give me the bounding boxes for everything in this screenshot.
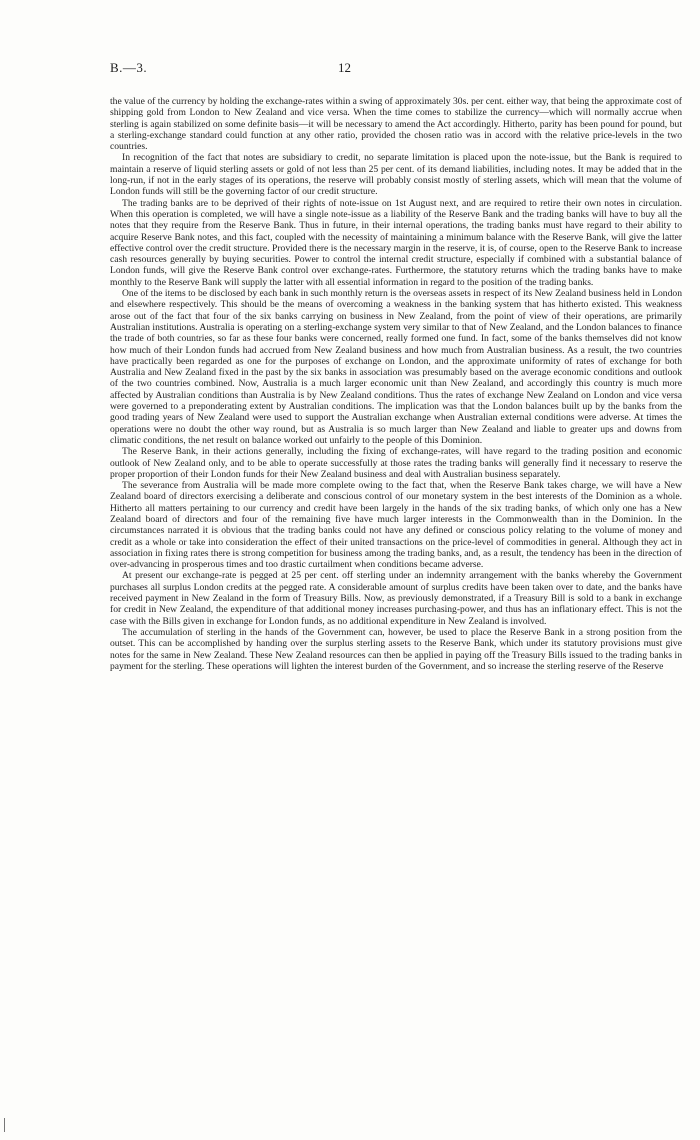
page-number: 12 [338, 60, 351, 75]
paragraph: In recognition of the fact that notes are subsidiary to credit, no separate limitation is placed upon the note-issue, but the Bank is required to maintain a reserve of liquid sterling assets or gold of not less than 25 per cent. of its demand liabilities, including notes. It may be added that in the long-run, if not in the early stages of its operations, the reserve will probably consist mostly of sterling assets, which will mean that the volume of London funds will still be the governing factor of our credit structure. [110, 152, 682, 198]
paragraph: The accumulation of sterling in the hands of the Government can, however, be used to place the Reserve Bank in a strong position from the outset. This can be accomplished by handing over the surplus sterling assets to the Reserve Bank, which under its statutory provisions must give notes for the same in New Zealand. These New Zealand resources can then be applied in paying off the Treasury Bills issued to the trading banks in payment for the sterling. These operations will lighten the interest burden of the Government, and so increase the sterling reserve of the Reserve [110, 626, 682, 672]
paragraph: the value of the currency by holding the exchange-rates within a swing of approximately 30s. per cent. either way, that being the approximate cost of shipping gold from London to New Zealand and vice versa. When the time comes to stabilize the currency—which will normally accrue when sterling is again stabilized on some definite basis—it will be necessary to amend the Act accordingly. Hitherto, parity has been pound for pound, but a sterling-exchange standard could function at any other ratio, provided the chosen ratio was in accord with the relative price-levels in the two countries. [110, 96, 682, 153]
paragraph: The trading banks are to be deprived of their rights of note-issue on 1st August next, and are required to retire their own notes in circulation. When this operation is completed, we will have a single note-issue as a liability of the Reserve Bank and the trading banks will have to buy all the notes that they require from the Reserve Bank. Thus in future, in their internal operations, the trading banks must have regard to their ability to acquire Reserve Bank notes, and this fact, coupled with the necessity of maintaining a minimum balance with the Reserve Bank, will give the latter effective control over the credit structure. Provided there is the necessary margin in the reserve, it is, of course, open to the Reserve Bank to increase cash resources generally by buying securities. Power to control the internal credit structure, especially if combined with a substantial balance of London funds, will give the Reserve Bank control over exchange-rates. Furthermore, the statutory returns which the trading banks have to make monthly to the Reserve Bank will supply the latter with all essential information in regard to the position of the trading banks. [110, 197, 682, 288]
paragraph: At present our exchange-rate is pegged at 25 per cent. off sterling under an indemnity arrangement with the banks whereby the Government purchases all surplus London credits at the pegged rate. A considerable amount of surplus credits have been taken over to date, and the banks have received payment in New Zealand in the form of Treasury Bills. Now, as previously demonstrated, if a Treasury Bill is sold to a bank in exchange for credit in New Zealand, the expenditure of that additional money increases purchasing-power, and thus has an inflationary effect. This is not the case with the Bills given in exchange for London funds, as no additional expenditure in New Zealand is involved. [110, 570, 682, 627]
document-reference: B.—3. [110, 60, 148, 75]
paragraph: The Reserve Bank, in their actions generally, including the fixing of exchange-rates, will have regard to the trading position and economic outlook of New Zealand only, and to be able to operate successfully at those rates the trading banks will generally find it necessary to reserve the proper proportion of their London funds for their New Zealand business and deal with Australian business separately. [110, 446, 682, 480]
binding-margin-mark [4, 1118, 5, 1132]
page-header [0, 0, 700, 80]
paragraph: One of the items to be disclosed by each bank in such monthly return is the overseas assets in respect of its New Zealand business held in London and elsewhere respectively. This should be the means of overcoming a weakness in the banking system that has hitherto existed. This weakness arose out of the fact that four of the six banks carrying on business in New Zealand, from the point of view of their operations, are primarily Australian institutions. Australia is operating on a sterling-exchange system very similar to that of New Zealand, and the London balances to finance the trade of both countries, so far as these four banks were concerned, really formed one fund. In fact, some of the banks themselves did not know how much of their London funds had accrued from New Zealand business and how much from Australian business. As a result, the two countries have practically been regarded as one for the purposes of exchange on London, and the approximate uniformity of rates of exchange for both Australia and New Zealand fixed in the past by the six banks in association was presumably based on the average economic conditions and outlook of the two countries combined. Now, Australia is a much larger economic unit than New Zealand, and accordingly this country is much more affected by Australian conditions than Australia is by New Zealand conditions. Thus the rates of exchange New Zealand on London and vice versa were governed to a preponderating extent by Australian conditions. The implication was that the London balances built up by the banks from the good trading years of New Zealand were used to support the Australian exchange when Australian external conditions were adverse. At times the operations were no doubt the other way round, but as Australia is so much larger than New Zealand and liable to greater ups and downs from climatic conditions, the net result on balance worked out unfairly to the people of this Dominion. [110, 288, 682, 446]
body-text [110, 96, 682, 672]
paragraph: The severance from Australia will be made more complete owing to the fact that, when the Reserve Bank takes charge, we will have a New Zealand board of directors exercising a deliberate and conscious control of our monetary system in the best interests of the Dominion as a whole. Hitherto all matters pertaining to our currency and credit have been largely in the hands of the six trading banks, of which only one has a New Zealand board of directors and four of the remaining five have much larger interests in the Commonwealth than in the Dominion. In the circumstances narrated it is obvious that the trading banks could not have any defined or conscious policy relating to the volume of money and credit as a whole or take into consideration the effect of their united transactions on the price-level of commodities in general. Although they act in association in fixing rates there is strong competition for business among the trading banks, and, as a result, the tendency has been in the direction of over-advancing in prosperous times and too drastic curtailment when conditions became adverse. [110, 480, 682, 571]
